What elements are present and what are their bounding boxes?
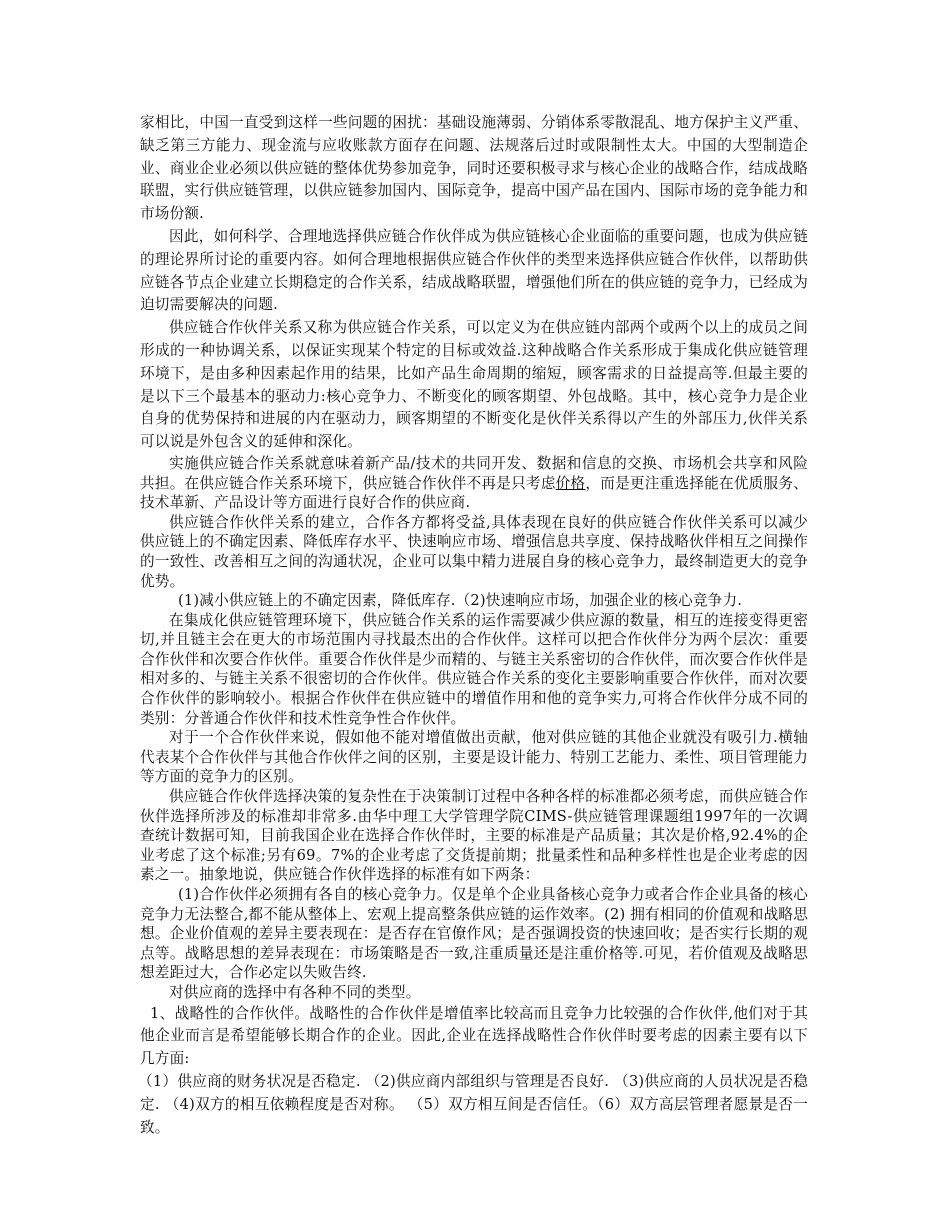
- criteria-paragraph: (1)合作伙伴必须拥有各自的核心竞争力。仅是单个企业具备核心竞争力或者合作企业具备的核心竞争力无法整合,都不能从整体上、宏观上提高整条供应链的运作效率。(2) 拥有相同的价值观和战略思想。企业价值观的差异主要表现在：是否存在官僚作风；是否强调投资的快速回收；是否实行长期的观点等。战略思想的差异表现在：市场策略是否一致,注重质量还是注重价格等.可见，若价值观及战略思想差距过大，合作必定以失败告终.: [140, 886, 808, 982]
- numbered-line: (1)减小供应链上的不确定因素，降低库存.（2)快速响应市场，加强企业的核心竞争力.: [178, 592, 743, 610]
- types-line: 对供应商的选择中有各种不同的类型。: [169, 983, 421, 1001]
- paragraph-8: 供应链合作伙伴选择决策的复杂性在于决策制订过程中各种各样的标准都必须考虑，而供应链合作伙伴选择所涉及的标准却非常多.由华中理工大学管理学院CIMS-供应链管理课题组1997年的一次调查统计数据可知，目前我国企业在选择合作伙伴时，主要的标准是产品质量；其次是价格,92.4%的企业考虑了这个标准;另有69。7%的企业考虑了交货提前期；批量柔性和品种多样性也是企业考虑的因素之一。抽象地说，供应链合作伙伴选择的标准有如下两条：: [140, 788, 808, 884]
- paragraph-4-text-a: 实施供应链合作关系就意味着新产品/技术的共同开发、数据和信息的交换、市场机会共享和风险共担。在供应链合作关系环境下，供应链合作伙伴不再是只考虑: [140, 454, 808, 492]
- paragraph-2: 因此，如何科学、合理地选择供应链合作伙伴成为供应链核心企业面临的重要问题，也成为供应链的理论界所讨论的重要内容。如何合理地根据供应链合作伙伴的类型来选择供应链合作伙伴，以帮助供应链各节点企业建立长期稳定的合作关系，结成战略联盟，增强他们所在的供应链的竞争力，已经成为迫切需要解决的问题.: [140, 227, 808, 314]
- paragraph-6: 在集成化供应链管理环境下，供应链合作关系的运作需要减少供应源的数量，相互的连接变得更密切,并且链主会在更大的市场范围内寻找最杰出的合作伙伴。这样可以把合作伙伴分为两个层次：重要合作伙伴和次要合作伙伴。重要合作伙伴是少而精的、与链主关系密切的合作伙伴，而次要合作伙伴是相对多的、与链主关系不很密切的合作伙伴。供应链合作关系的变化主要影响重要合作伙伴，而对次要合作伙伴的影响较小。根据合作伙伴在供应链中的增值作用和他的竞争实力,可将合作伙伴分成不同的类别：分普通合作伙伴和技术性竞争性合作伙伴。: [140, 611, 808, 727]
- factors-paragraph: （1）供应商的财务状况是否稳定. （2)供应商内部组织与管理是否良好. （3)供应商的人员状况是否稳定. （4)双方的相互依赖程度是否对称。 （5）双方相互间是否信任。（6）双方高层管理者愿景是否一致。: [138, 1072, 808, 1136]
- paragraph-3: 供应链合作伙伴关系又称为供应链合作关系，可以定义为在供应链内部两个或两个以上的成员之间形成的一种协调关系，以保证实现某个特定的目标或效益.这种战略合作关系形成于集成化供应链管理环境下，是由多种因素起作用的结果，比如产品生命周期的缩短，顾客需求的日益提高等.但最主要的是以下三个最基本的驱动力:核心竞争力、不断变化的顾客期望、外包战略。其中，核心竞争力是企业自身的优势保持和进展的内在驱动力，顾客期望的不断变化是伙伴关系得以产生的外部压力,伙伴关系可以说是外包含义的延伸和深化。: [140, 319, 808, 451]
- paragraph-5: 供应链合作伙伴关系的建立，合作各方都将受益,具体表现在良好的供应链合作伙伴关系可以减少供应链上的不确定因素、降低库存水平、快速响应市场、增强信息共享度、保持战略伙伴相互之间操作的一致性、改善相互之间的沟通状况，企业可以集中精力进展自身的核心竞争力，最终制造更大的竞争优势。: [140, 513, 808, 590]
- paragraph-1: 家相比，中国一直受到这样一些问题的困扰：基础设施薄弱、分销体系零散混乱、地方保护主义严重、缺乏第三方能力、现金流与应收账款方面存在问题、法规落后过时或限制性太大。中国的大型制造企业、商业企业必须以供应链的整体优势参加竞争，同时还要积极寻求与核心企业的战略合作，结成战略联盟，实行供应链管理，以供应链参加国内、国际竞争，提高中国产品在国内、国际市场的竞争能力和市场份额.: [140, 114, 808, 223]
- document-page: [140, 112, 808, 1139]
- paragraph-4: [140, 454, 808, 513]
- strategic-partner-paragraph: 1、战略性的合作伙伴。战略性的合作伙伴是增值率比较高而且竞争力比较强的合作伙伴,他们对于其他企业而言是希望能够长期合作的企业。因此,企业在选择战略性合作伙伴时要考虑的因素主要有以下几方面:: [140, 1004, 808, 1068]
- paragraph-7: 对于一个合作伙伴来说，假如他不能对增值做出贡献，他对供应链的其他企业就没有吸引力.横轴代表某个合作伙伴与其他合作伙伴之间的区别，主要是设计能力、特别工艺能力、柔性、项目管理能力等方面的竞争力的区别。: [140, 729, 808, 786]
- price-link[interactable]: 价格: [555, 474, 586, 492]
- paragraph-4-text-b: ，而是更注重选择能在优质服务、技术革新、产品设计等方面进行良好合作的供应商.: [140, 474, 808, 512]
